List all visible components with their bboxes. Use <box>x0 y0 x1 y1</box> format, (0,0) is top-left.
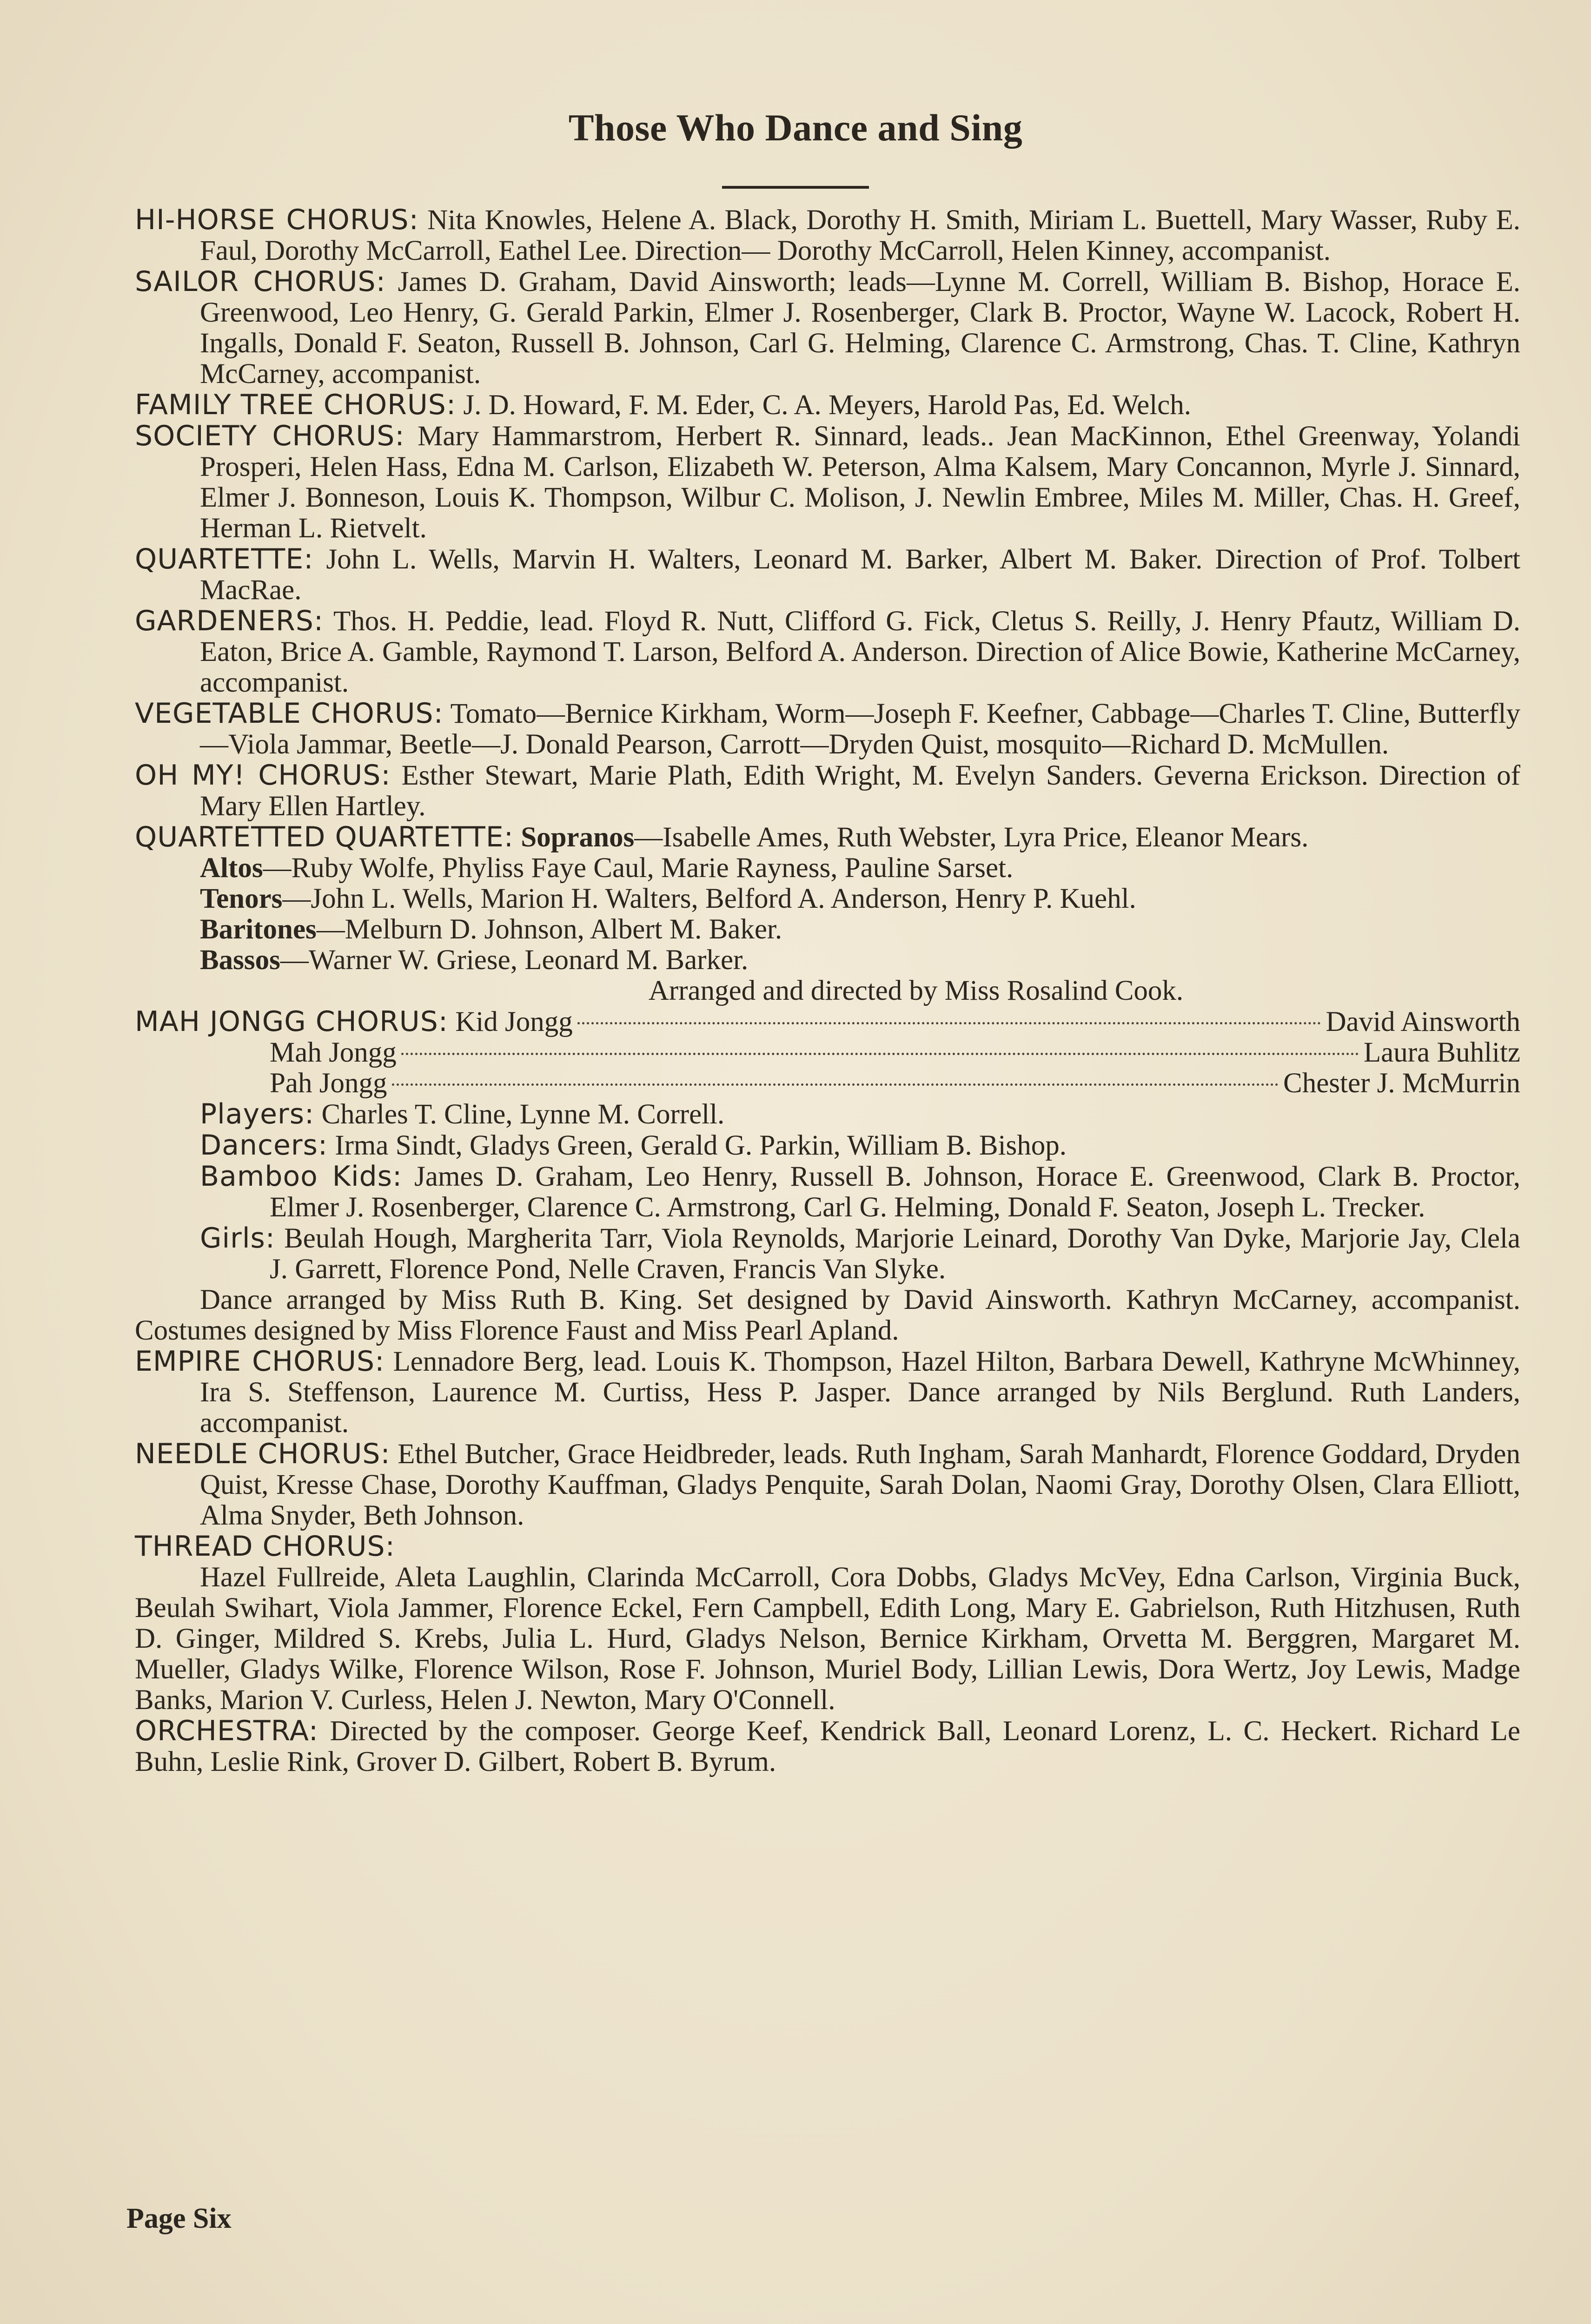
leader-dots <box>401 1053 1359 1055</box>
sub-text: Irma Sindt, Gladys Green, Gerald G. Parkin, William B. Bishop. <box>335 1130 1067 1161</box>
section-heading: THREAD CHORUS: <box>135 1530 395 1563</box>
leader-dots <box>577 1022 1321 1024</box>
orchestra <box>135 1716 1520 1777</box>
empire-chorus <box>135 1346 1520 1439</box>
sub-heading: Players: <box>200 1098 315 1130</box>
section-text: Mary Hammarstrom, Herbert R. Sinnard, leads.. Jean MacKinnon, Ethel Greenway, Yolandi Prosperi, Helen Hass, Edna M. Carlson, Elizabeth W. Peterson, Alma Kalsem, Mary Concannon, Myrle J. Sinnard, Elmer J. Bonneson, Louis K. Thompson, Wilbur C. Molison, J. Newlin Embree, Miles M. Miller, Chas. H. Greef, Herman L. Rietvelt. <box>200 421 1520 544</box>
section-heading: ORCHESTRA: <box>135 1715 319 1747</box>
sub-heading: Dancers: <box>200 1129 328 1162</box>
section-text: Nita Knowles, Helene A. Black, Dorothy H. Smith, Miriam L. Buettell, Mary Wasser, Ruby E. Faul, Dorothy McCarroll, Eathel Lee. Direction— Dorothy McCarroll, Helen Kinney, accompanist. <box>200 205 1520 266</box>
role-actor: David Ainsworth <box>1326 1006 1520 1037</box>
section-text: James D. Graham, David Ainsworth; leads—Lynne M. Correll, William B. Bishop, Horace E. Greenwood, Leo Henry, G. Gerald Parkin, Elmer J. Rosenberger, Clark B. Proctor, Wayne W. Lacock, Robert H. Ingalls, Donald F. Seaton, Russell B. Johnson, Carl G. Helming, Clarence C. Armstrong, Chas. T. Cline, Kathryn McCarney, accompanist. <box>200 266 1520 390</box>
section-heading: FAMILY TREE CHORUS: <box>135 389 457 421</box>
sub-text: Beulah Hough, Margherita Tarr, Viola Reynolds, Marjorie Leinard, Dorothy Van Dyke, Marjorie Jay, Clela J. Garrett, Florence Pond, Nelle Craven, Francis Van Slyke. <box>270 1223 1520 1285</box>
section-text: J. D. Howard, F. M. Eder, C. A. Meyers, Harold Pas, Ed. Welch. <box>463 390 1191 421</box>
girls-line <box>135 1223 1520 1285</box>
role-actor: Chester J. McMurrin <box>1283 1068 1520 1099</box>
section-heading: SOCIETY CHORUS: <box>135 420 405 452</box>
tenors-line <box>135 884 1520 914</box>
thread-chorus-heading <box>135 1531 1520 1562</box>
quartette <box>135 544 1520 606</box>
dancers-line <box>135 1130 1520 1161</box>
sub-text: James D. Graham, Leo Henry, Russell B. Johnson, Horace E. Greenwood, Clark B. Proctor, Elmer J. Rosenberger, Clarence C. Armstrong, Carl G. Helming, Donald F. Seaton, Joseph L. Trecker. <box>270 1161 1521 1223</box>
part-text: —Warner W. Griese, Leonard M. Barker. <box>280 944 749 976</box>
part-text: —Isabelle Ames, Ruth Webster, Lyra Price, Eleanor Mears. <box>634 822 1309 853</box>
part-label: Baritones <box>200 914 317 945</box>
title-rule <box>722 186 869 189</box>
section-text: Lennadore Berg, lead. Louis K. Thompson, Hazel Hilton, Barbara Dewell, Kathryne McWhinney, Ira S. Steffenson, Laurence M. Curtiss, Hess P. Jasper. Dance arranged by Nils Berglund. Ruth Landers, accompanist. <box>200 1346 1521 1439</box>
oh-my-chorus <box>135 760 1520 822</box>
role-name: Pah Jongg <box>270 1068 387 1099</box>
section-heading: QUARTETTE: <box>135 543 314 575</box>
bassos-line <box>135 945 1520 976</box>
section-text: John L. Wells, Marvin H. Walters, Leonard M. Barker, Albert M. Baker. Direction of Prof. Tolbert MacRae. <box>200 544 1521 606</box>
leader-dots <box>392 1083 1279 1086</box>
part-label: Bassos <box>200 944 280 976</box>
quartetted-quartette <box>135 822 1520 853</box>
section-heading: SAILOR CHORUS: <box>135 265 386 298</box>
part-text: —Melburn D. Johnson, Albert M. Baker. <box>316 914 782 945</box>
family-tree-chorus <box>135 390 1520 421</box>
vegetable-chorus <box>135 698 1520 760</box>
part-text: —John L. Wells, Marion H. Walters, Belford A. Anderson, Henry P. Kuehl. <box>282 883 1136 914</box>
baritones-line <box>135 914 1520 945</box>
section-text: Thos. H. Peddie, lead. Floyd R. Nutt, Clifford G. Fick, Cletus S. Reilly, J. Henry Pfautz, William D. Eaton, Brice A. Gamble, Raymond T. Larson, Belford A. Anderson. Direction of Alice Bowie, Katherine McCarney, accompanist. <box>200 606 1520 698</box>
section-heading: VEGETABLE CHORUS: <box>135 697 444 730</box>
role-name: Mah Jongg <box>270 1037 397 1068</box>
role-name: MAH JONGG CHORUS: Kid Jongg <box>135 1005 573 1038</box>
section-text: Tomato—Bernice Kirkham, Worm—Joseph F. Keefner, Cabbage—Charles T. Cline, Butterfly—Viola Jammar, Beetle—J. Donald Pearson, Carrott—Dryden Quist, mosquito—Richard D. McMullen. <box>200 698 1520 760</box>
sub-heading: Bamboo Kids: <box>200 1160 403 1193</box>
role-row <box>135 1068 1520 1099</box>
sailor-chorus <box>135 266 1520 390</box>
sub-text: Charles T. Cline, Lynne M. Correll. <box>321 1099 725 1130</box>
needle-chorus <box>135 1439 1520 1531</box>
hi-horse-chorus <box>135 205 1520 266</box>
section-heading: EMPIRE CHORUS: <box>135 1345 385 1378</box>
cast-list <box>135 205 1520 1777</box>
arranged-line: Arranged and directed by Miss Rosalind Cook. <box>648 975 1184 1006</box>
section-text: Esther Stewart, Marie Plath, Edith Wright, M. Evelyn Sanders. Geverna Erickson. Direction of Mary Ellen Hartley. <box>200 760 1520 822</box>
part-label: Altos <box>200 852 263 884</box>
altos-line <box>135 853 1520 884</box>
section-text: Directed by the composer. George Keef, Kendrick Ball, Leonard Lorenz, L. C. Heckert. Richard Le Buhn, Leslie Rink, Grover D. Gilbert, Robert B. Byrum. <box>135 1716 1520 1777</box>
bamboo-kids-line <box>135 1161 1520 1223</box>
thread-chorus-text: Hazel Fullreide, Aleta Laughlin, Clarinda McCarroll, Cora Dobbs, Gladys McVey, Edna Carlson, Virginia Buck, Beulah Swihart, Viola Jammer, Florence Eckel, Fern Campbell, Edith Long, Mary E. Gabrielson, Ruth Hitzhusen, Ruth D. Ginger, Mildred S. Krebs, Julia L. Hurd, Gladys Nelson, Bernice Kirkham, Orvetta M. Berggren, Margaret M. Mueller, Gladys Wilke, Florence Wilson, Rose F. Johnson, Muriel Body, Lillian Lewis, Dora Wertz, Joy Lewis, Madge Banks, Marion V. Curless, Helen J. Newton, Mary O'Connell. <box>135 1562 1520 1716</box>
players-line <box>135 1099 1520 1130</box>
section-heading: NEEDLE CHORUS: <box>135 1438 391 1470</box>
section-heading: QUARTETTED QUARTETTE: <box>135 821 514 853</box>
section-heading: OH MY! CHORUS: <box>135 759 391 792</box>
dance-credits: Dance arranged by Miss Ruth B. King. Set designed by David Ainsworth. Kathryn McCarney, accompanist. Costumes designed by Miss Florence Faust and Miss Pearl Apland. <box>135 1284 1520 1346</box>
society-chorus <box>135 421 1520 544</box>
role-row <box>135 1006 1520 1037</box>
page-title: Those Who Dance and Sing <box>568 106 1023 149</box>
role-row <box>135 1037 1520 1068</box>
gardeners <box>135 606 1520 698</box>
sub-heading: Girls: <box>200 1222 275 1254</box>
section-text: Ethel Butcher, Grace Heidbreder, leads. Ruth Ingham, Sarah Manhardt, Florence Goddard, Dryden Quist, Kresse Chase, Dorothy Kauffman, Gladys Penquite, Sarah Dolan, Naomi Gray, Dorothy Olsen, Clara Elliott, Alma Snyder, Beth Johnson. <box>200 1439 1520 1531</box>
page-number: Page Six <box>126 2203 232 2234</box>
part-text: —Ruby Wolfe, Phyliss Faye Caul, Marie Rayness, Pauline Sarset. <box>263 852 1014 884</box>
part-label: Tenors <box>200 883 283 914</box>
section-heading: GARDENERS: <box>135 605 324 637</box>
role-actor: Laura Buhlitz <box>1363 1037 1520 1068</box>
section-heading: HI-HORSE CHORUS: <box>135 204 419 236</box>
part-label: Sopranos <box>521 822 635 853</box>
section-heading: MAH JONGG CHORUS: <box>135 1005 449 1038</box>
